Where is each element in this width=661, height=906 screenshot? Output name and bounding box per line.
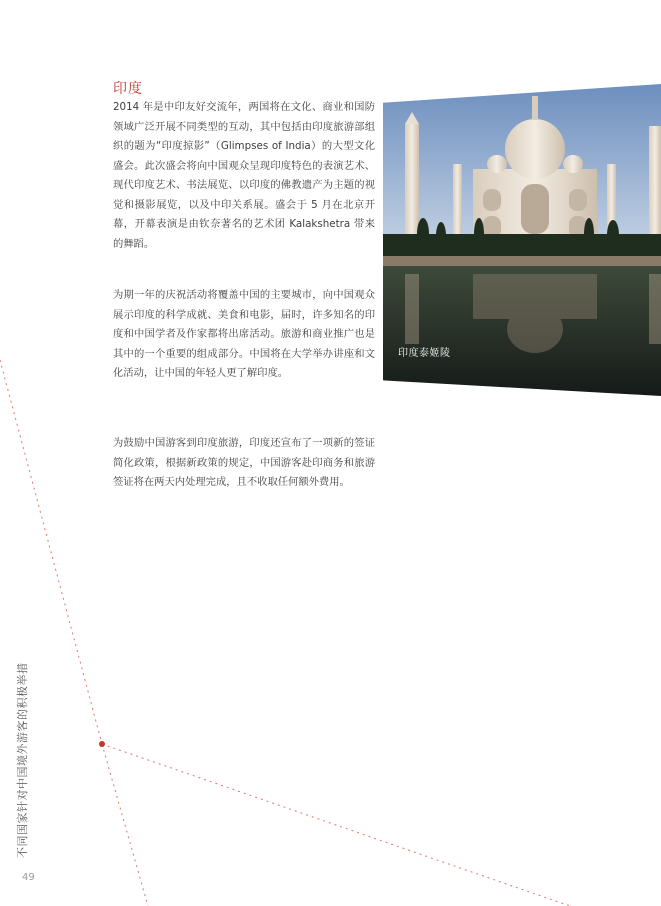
dashed-line-lower bbox=[102, 744, 148, 906]
dashed-line-diagonal bbox=[102, 744, 570, 906]
decorative-dot bbox=[99, 741, 105, 747]
paragraph-2: 为期一年的庆祝活动将覆盖中国的主要城市，向中国观众展示印度的科学成就、美食和电影，届时，许多知名的印度和中国学者及作家都将出席活动。旅游和商业推广也是其中的一个重要的组成部分。中国将在大学举办讲座和文化活动，让中国的年轻人更了解印度。 bbox=[113, 289, 375, 379]
page-number: 49 bbox=[22, 872, 35, 883]
photo-caption: 印度泰姬陵 bbox=[398, 348, 451, 359]
vertical-chapter-title: 不同国家针对中国境外游客的积极举措 bbox=[16, 662, 29, 858]
section-title: 印度 bbox=[113, 81, 143, 97]
paragraph-1: 2014 年是中印友好交流年，两国将在文化、商业和国防领域广泛开展不同类型的互动，其中包括由印度旅游部组织的题为“印度掠影”（Glimpses of India）的大型文化盛会。此次盛会将向中国观众呈现印度特色的表演艺术、现代印度艺术、书法展览、以印度的佛教遗产为主题的视觉和摄影展览，以及中印关系展。盛会于 5 月在北京开幕，开幕表演是由钦奈著名的艺术团 Kalakshetra 带来的舞蹈。 bbox=[113, 101, 375, 250]
paragraph-3: 为鼓励中国游客到印度旅游，印度还宣布了一项新的签证简化政策，根据新政策的规定，中国游客赴印商务和旅游签证将在两天内处理完成，且不收取任何额外费用。 bbox=[113, 437, 375, 488]
